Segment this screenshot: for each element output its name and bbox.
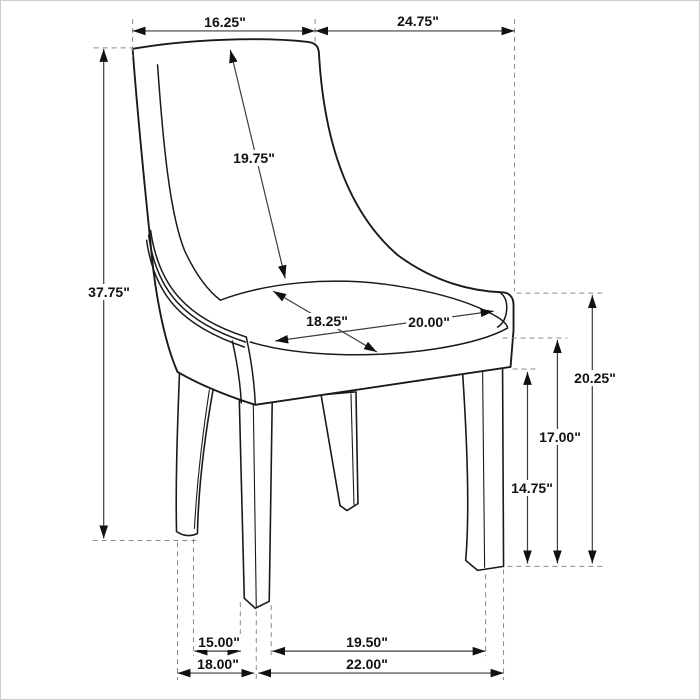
chair-line-drawing xyxy=(1,1,699,699)
dim-seat-width-label: 20.00" xyxy=(408,314,450,330)
dim-seat-height-label: 17.00" xyxy=(539,429,581,445)
dim-side-leg-spacing-label: 15.00" xyxy=(198,634,240,650)
dim-seat-depth-label: 18.25" xyxy=(306,313,348,329)
dim-inside-back-label: 19.75" xyxy=(233,150,275,166)
chair-body-outline xyxy=(133,39,514,405)
dim-apron-height-label: 14.75" xyxy=(511,480,553,496)
dim-back-top-width-label: 16.25" xyxy=(204,14,246,30)
dim-side-base-depth-label: 18.00" xyxy=(197,656,239,672)
dim-front-inner-width-label: 19.50" xyxy=(346,634,388,650)
dim-overall-height-label: 37.75" xyxy=(88,284,130,300)
dim-front-base-width-label: 22.00" xyxy=(346,656,388,672)
dim-arm-height-label: 20.25" xyxy=(574,370,616,386)
dim-back-to-arm-depth-label: 24.75" xyxy=(397,13,439,29)
